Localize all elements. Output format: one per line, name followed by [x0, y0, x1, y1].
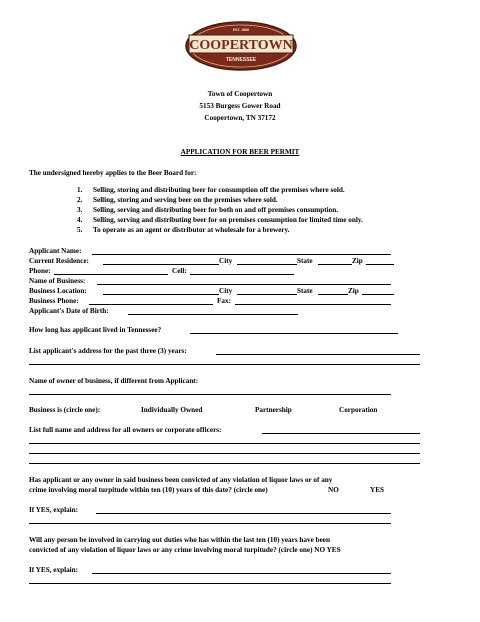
- business-city-field[interactable]: [237, 294, 297, 295]
- dob-field[interactable]: [128, 314, 298, 315]
- business-name-field[interactable]: [97, 284, 391, 285]
- if-yes-label-1: If YES, explain:: [29, 506, 79, 514]
- business-phone-label: Business Phone:: [29, 297, 79, 305]
- residence-state-field[interactable]: [318, 264, 352, 265]
- option-partnership[interactable]: Partnership: [255, 406, 292, 414]
- business-type-label: Business is (circle one):: [29, 406, 101, 414]
- addresses-question: List applicant's address for the past three (3) years:: [29, 347, 187, 355]
- if-yes-label-2: If YES, explain:: [29, 566, 79, 574]
- purpose-1[interactable]: Selling, storing and distributing beer for consumption off the premises where sold.: [93, 186, 345, 194]
- business-address-field[interactable]: [103, 294, 219, 295]
- business-city-label: City: [219, 287, 233, 295]
- if-yes-field-1b[interactable]: [29, 523, 391, 524]
- purpose-5[interactable]: To operate as an agent or distributor at wholesale for a brewery.: [93, 226, 290, 234]
- owner-field[interactable]: [29, 394, 391, 395]
- business-phone-field[interactable]: [89, 304, 213, 305]
- convicted-question-line-1: Has applicant or any owner in said business been convicted of any violation of liquor laws or of any: [29, 476, 333, 484]
- purpose-4-num: 4.: [77, 216, 83, 224]
- purpose-5-num: 5.: [77, 226, 83, 234]
- current-residence-label: Current Residence:: [29, 257, 89, 265]
- tennessee-field[interactable]: [190, 333, 398, 334]
- option-individually-owned[interactable]: Individually Owned: [141, 406, 203, 414]
- applicant-name-label: Applicant Name:: [29, 247, 82, 255]
- addresses-field-2[interactable]: [29, 364, 420, 365]
- residence-address-field[interactable]: [103, 264, 219, 265]
- phone-label: Phone:: [29, 267, 51, 275]
- fax-label: Fax:: [217, 297, 231, 305]
- option-corporation[interactable]: Corporation: [339, 406, 378, 414]
- residence-city-label: City: [219, 257, 233, 265]
- applicant-name-field[interactable]: [92, 254, 391, 255]
- officers-field-3[interactable]: [29, 453, 420, 454]
- purpose-4[interactable]: Selling, serving and distributing beer for on premises consumption for limited time only.: [93, 216, 363, 224]
- residence-zip-label: Zip: [352, 257, 363, 265]
- phone-field[interactable]: [54, 274, 168, 275]
- if-yes-field-1a[interactable]: [96, 513, 391, 514]
- business-zip-label: Zip: [348, 287, 359, 295]
- officers-field-1[interactable]: [262, 433, 420, 434]
- tennessee-question: How long has applicant lived in Tennessee?: [29, 326, 162, 334]
- coopertown-logo: [183, 20, 299, 72]
- cell-label: Cell:: [172, 267, 187, 275]
- convicted-yes-option[interactable]: YES: [370, 486, 384, 494]
- purpose-3-num: 3.: [77, 206, 83, 214]
- intro-text: The undersigned hereby applies to the Beer Board for:: [29, 169, 197, 177]
- dob-label: Applicant's Date of Birth:: [29, 307, 109, 315]
- business-state-label: State: [297, 287, 313, 295]
- convicted-question-line-2: crime involving moral turpitude within ten (10) years of this date? (circle one): [29, 486, 268, 494]
- convicted-no-option[interactable]: NO: [328, 486, 339, 494]
- fax-field[interactable]: [235, 304, 391, 305]
- logo-est: EST. 1866: [232, 28, 250, 32]
- purpose-2-num: 2.: [77, 196, 83, 204]
- addresses-field-1[interactable]: [216, 354, 420, 355]
- business-name-label: Name of Business:: [29, 277, 86, 285]
- purpose-2[interactable]: Selling, storing and serving beer on the premises where sold.: [93, 196, 278, 204]
- logo-name: COOPERTOWN: [189, 38, 293, 53]
- address-line-3: Coopertown, TN 37172: [204, 114, 276, 122]
- cell-field[interactable]: [190, 274, 294, 275]
- residence-state-label: State: [297, 257, 313, 265]
- if-yes-field-2b[interactable]: [29, 583, 391, 584]
- logo-subtitle: TENNESSEE: [225, 57, 257, 63]
- residence-zip-field[interactable]: [366, 264, 394, 265]
- duties-question-line-2[interactable]: convicted of any violation of liquor laws or any crime involving moral turpitude? (circle one) NO YES: [29, 546, 341, 554]
- residence-city-field[interactable]: [237, 264, 297, 265]
- business-state-field[interactable]: [318, 294, 348, 295]
- purpose-1-num: 1.: [77, 186, 83, 194]
- officers-field-2[interactable]: [29, 443, 420, 444]
- duties-question-line-1: Will any person be involved in carrying out duties who has within the last ten (10) years have been: [29, 536, 330, 544]
- address-line-2: 5153 Burgess Gower Road: [199, 102, 281, 110]
- form-title: APPLICATION FOR BEER PERMIT: [180, 148, 300, 156]
- business-location-label: Business Location:: [29, 287, 87, 295]
- officers-field-4[interactable]: [29, 463, 420, 464]
- if-yes-field-2a[interactable]: [92, 573, 391, 574]
- purpose-3[interactable]: Selling, serving and distributing beer for both on and off premises consumption.: [93, 206, 339, 214]
- owner-question: Name of owner of business, if different from Applicant:: [29, 377, 199, 385]
- address-line-1: Town of Coopertown: [207, 90, 273, 98]
- officers-question: List full name and address for all owners or corporate officers:: [29, 426, 222, 434]
- business-zip-field[interactable]: [362, 294, 394, 295]
